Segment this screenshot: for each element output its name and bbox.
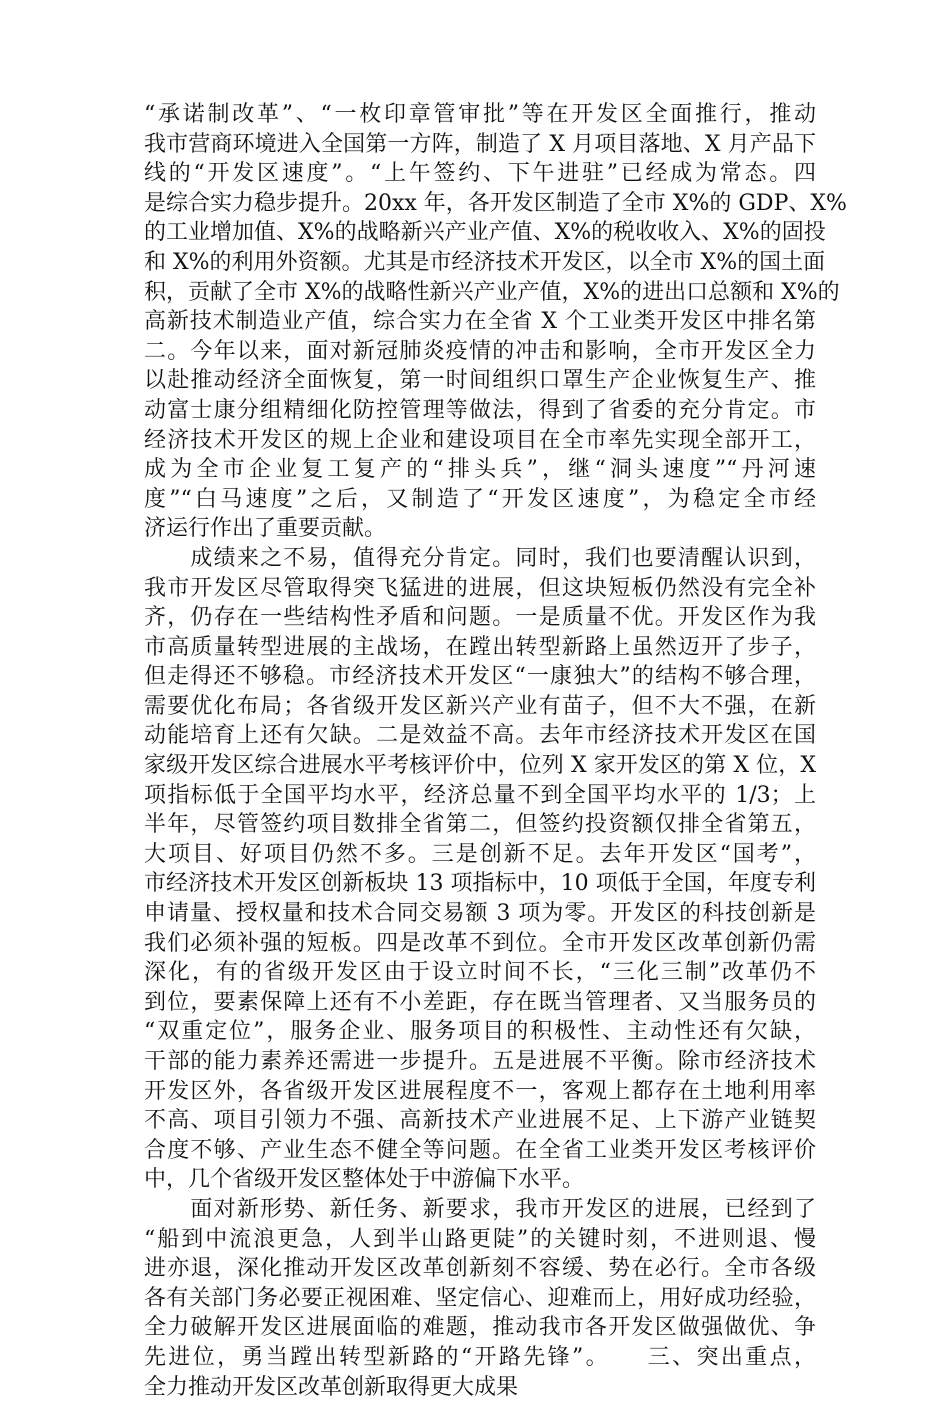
text-line: 项指标低于全国平均水平，经济总量不到全国平均水平的 1/3；上 bbox=[144, 782, 816, 808]
text-line: 线的“开发区速度”。“上午签约、下午进驻”已经成为常态。四 bbox=[144, 161, 816, 187]
text-line: 先进位，勇当蹚出转型新路的“开路先锋”。 三、突出重点， bbox=[144, 1344, 816, 1370]
text-line: 开发区外，各省级开发区进展程度不一，客观上都存在土地利用率 bbox=[144, 1078, 816, 1104]
text-line: 齐，仍存在一些结构性矛盾和问题。一是质量不优。开发区作为我 bbox=[144, 605, 816, 631]
text-line: “承诺制改革”、“一枚印章管审批”等在开发区全面推行，推动 bbox=[144, 102, 816, 127]
text-line: 进亦退，深化推动开发区改革创新刻不容缓、势在必行。全市各级 bbox=[144, 1256, 816, 1282]
text-line: 和 X%的利用外资额。尤其是市经济技术开发区，以全市 X%的国土面 bbox=[144, 249, 826, 275]
text-line: 我们必须补强的短板。四是改革不到位。全市开发区改革创新仍需 bbox=[144, 930, 816, 956]
text-line: 家级开发区综合进展水平考核评价中，位列 X 家开发区的第 X 位，X bbox=[144, 753, 816, 779]
text-line: 动能培育上还有欠缺。二是效益不高。去年市经济技术开发区在国 bbox=[144, 723, 816, 749]
text-line: “船到中流浪更急，人到半山路更陡”的关键时刻，不进则退、慢 bbox=[144, 1226, 816, 1252]
text-line: 成绩来之不易，值得充分肯定。同时，我们也要清醒认识到， bbox=[144, 545, 816, 571]
text-line: 不高、项目引领力不强、高新技术产业进展不足、上下游产业链契 bbox=[144, 1108, 816, 1134]
text-line: 干部的能力素养还需进一步提升。五是进展不平衡。除市经济技术 bbox=[144, 1049, 816, 1074]
text-line: 我市营商环境进入全国第一方阵，制造了 X 月项目落地、X 月产品下 bbox=[144, 131, 816, 157]
text-line: 市经济技术开发区创新板块 13 项指标中，10 项低于全国，年度专利 bbox=[144, 871, 816, 897]
text-line: 但走得还不够稳。市经济技术开发区“一康独大”的结构不够合理， bbox=[144, 664, 816, 690]
text-line: 是综合实力稳步提升。20xx 年，各开发区制造了全市 X%的 GDP、X% bbox=[144, 190, 847, 216]
text-line: 的工业增加值、X%的战略新兴产业产值、X%的税收收入、X%的固投 bbox=[144, 220, 826, 246]
text-line: 各有关部门务必要正视困难、坚定信心、迎难而上，用好成功经验， bbox=[144, 1285, 816, 1311]
text-line: 经济技术开发区的规上企业和建设项目在全市率先实现全部开工， bbox=[144, 427, 816, 453]
text-line: 申请量、授权量和技术合同交易额 3 项为零。开发区的科技创新是 bbox=[144, 901, 816, 927]
text-line: 全力破解开发区进展面临的难题，推动我市各开发区做强做优、争 bbox=[144, 1315, 816, 1341]
text-line: 积，贡献了全市 X%的战略性新兴产业产值，X%的进出口总额和 X%的 bbox=[144, 279, 840, 305]
text-line: 度”“白马速度”之后，又制造了“开发区速度”，为稳定全市经 bbox=[144, 486, 816, 512]
text-line: 动富士康分组精细化防控管理等做法，得到了省委的充分肯定。市 bbox=[144, 397, 816, 423]
text-line: 济运行作出了重要贡献。 bbox=[144, 516, 387, 542]
text-line: 市高质量转型进展的主战场，在蹚出转型新路上虽然迈开了步子， bbox=[144, 634, 816, 660]
text-line: 成为全市企业复工复产的“排头兵”，继“洞头速度”“丹河速 bbox=[144, 457, 816, 483]
text-line: 二。今年以来，面对新冠肺炎疫情的冲击和影响，全市开发区全力 bbox=[144, 338, 816, 364]
text-line: 大项目、好项目仍然不多。三是创新不足。去年开发区“国考”， bbox=[144, 841, 816, 867]
text-line: “双重定位”，服务企业、服务项目的积极性、主动性还有欠缺， bbox=[144, 1019, 816, 1045]
text-line: 合度不够、产业生态不健全等问题。在全省工业类开发区考核评价 bbox=[144, 1137, 816, 1163]
text-line: 到位，要素保障上还有不小差距，存在既当管理者、又当服务员的 bbox=[144, 989, 816, 1015]
text-line: 中，几个省级开发区整体处于中游偏下水平。 bbox=[144, 1167, 585, 1193]
text-line: 高新技术制造业产值，综合实力在全省 X 个工业类开发区中排名第 bbox=[144, 309, 816, 335]
text-line: 全力推动开发区改革创新取得更大成果 bbox=[144, 1374, 519, 1400]
text-line: 以赴推动经济全面恢复，第一时间组织口罩生产企业恢复生产、推 bbox=[144, 368, 816, 394]
text-line: 半年，尽管签约项目数排全省第二，但签约投资额仅排全省第五， bbox=[144, 812, 816, 838]
text-line: 深化，有的省级开发区由于设立时间不长，“三化三制”改革仍不 bbox=[144, 960, 816, 986]
text-line: 我市开发区尽管取得突飞猛进的进展，但这块短板仍然没有完全补 bbox=[144, 575, 816, 601]
body-text bbox=[144, 100, 847, 1402]
text-line: 需要优化布局；各省级开发区新兴产业有苗子，但不大不强，在新 bbox=[144, 693, 816, 719]
text-line: 面对新形势、新任务、新要求，我市开发区的进展，已经到了 bbox=[144, 1196, 816, 1222]
